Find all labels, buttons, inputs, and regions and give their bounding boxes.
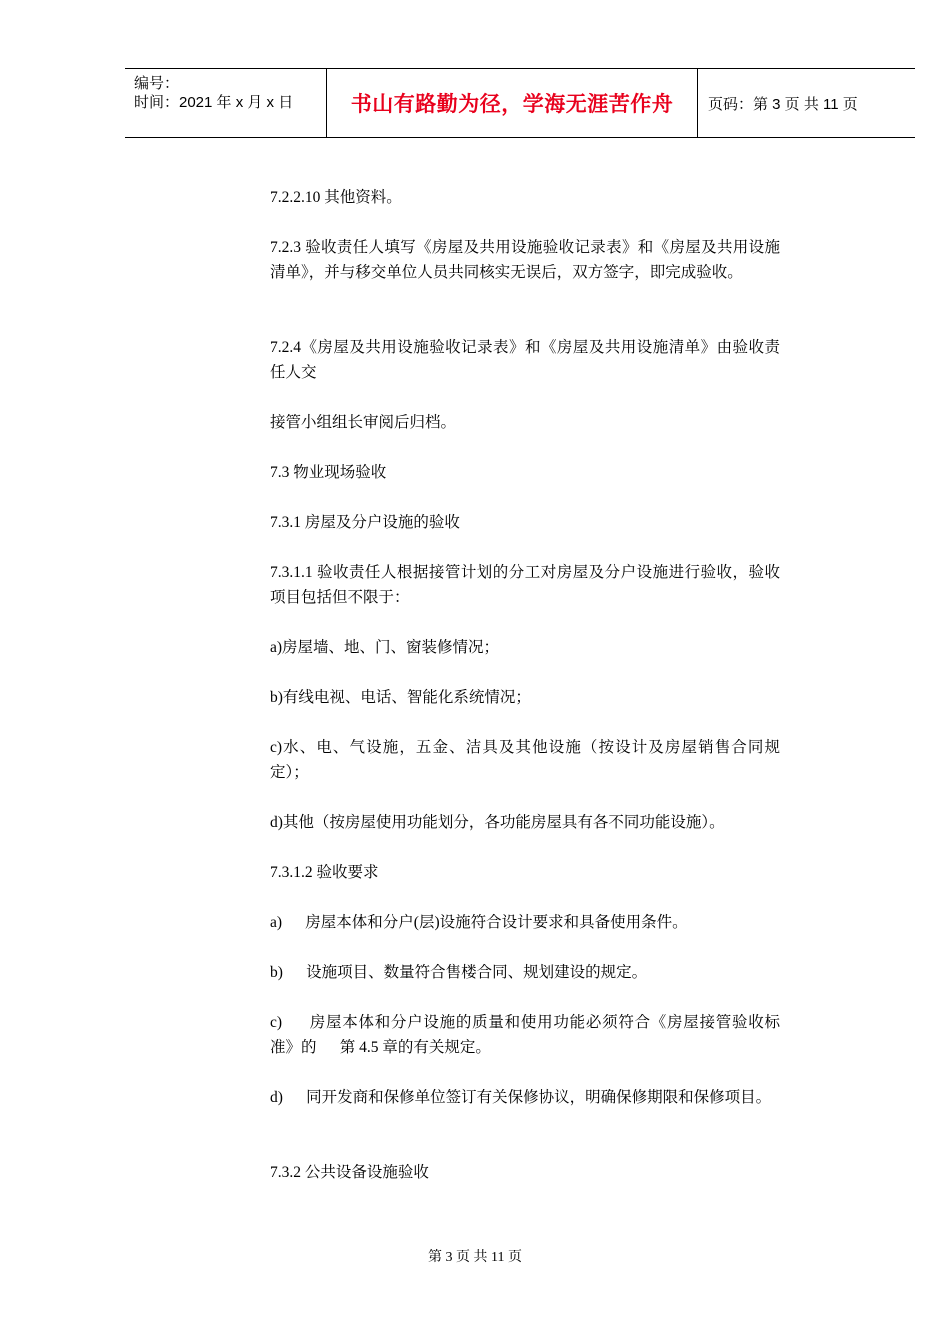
list-item: c) 房屋本体和分户设施的质量和使用功能必须符合《房屋接管验收标 准》的 第 4.5 章的有关规定。	[270, 1014, 835, 1056]
page-header	[125, 68, 915, 138]
list-item: a)房屋墙、地、门、窗装修情况；	[270, 639, 500, 656]
list-item: d)其他（按房屋使用功能划分，各功能房屋具有各不同功能设施）。	[270, 814, 725, 831]
list-item: c)水、电、气设施，五金、洁具及其他设施（按设计及房屋销售合同规 定）；	[270, 739, 780, 781]
subsection-heading: 7.3.2 公共设备设施验收	[270, 1164, 429, 1181]
header-motto: 书山有路勤为径，学海无涯苦作舟	[350, 92, 674, 116]
paragraph: 7.2.3 验收责任人填写《房屋及共用设施验收记录表》和《房屋及共用设施清单》，并与移交单位人员共同核实无误后，双方签字，即完成验收。	[270, 239, 780, 281]
subsection-heading: 7.3.1 房屋及分户设施的验收	[270, 514, 460, 531]
document-time-label: 时间：2021 年 x 月 x 日	[134, 94, 294, 111]
subsection-heading: 7.3.1.2 验收要求	[270, 864, 379, 881]
footer-page-number: 第 3 页 共 11 页	[428, 1250, 522, 1265]
list-item: b) 设施项目、数量符合售楼合同、规划建设的规定。	[270, 964, 648, 981]
section-heading: 7.3 物业现场验收	[270, 464, 387, 481]
paragraph: 接管小组组长审阅后归档。	[270, 414, 457, 431]
page-footer	[0, 1246, 950, 1266]
list-item: d) 同开发商和保修单位签订有关保修协议，明确保修期限和保修项目。	[270, 1089, 772, 1106]
header-page-info: 页码：第 3 页 共 11 页	[708, 95, 858, 113]
list-item: a) 房屋本体和分户(层)设施符合设计要求和具备使用条件。	[270, 914, 688, 931]
header-motto-cell	[327, 69, 698, 137]
header-page-info-cell	[698, 69, 915, 137]
list-item: b)有线电视、电话、智能化系统情况；	[270, 689, 531, 706]
paragraph: 7.3.1.1 验收责任人根据接管计划的分工对房屋及分户设施进行验收，验收项目包括但不限于：	[270, 564, 780, 606]
paragraph: 7.2.4《房屋及共用设施验收记录表》和《房屋及共用设施清单》由验收责任人交	[270, 339, 780, 381]
header-meta	[125, 69, 327, 137]
document-number-label: 编号：	[134, 75, 180, 92]
paragraph: 7.2.2.10 其他资料。	[270, 189, 402, 206]
